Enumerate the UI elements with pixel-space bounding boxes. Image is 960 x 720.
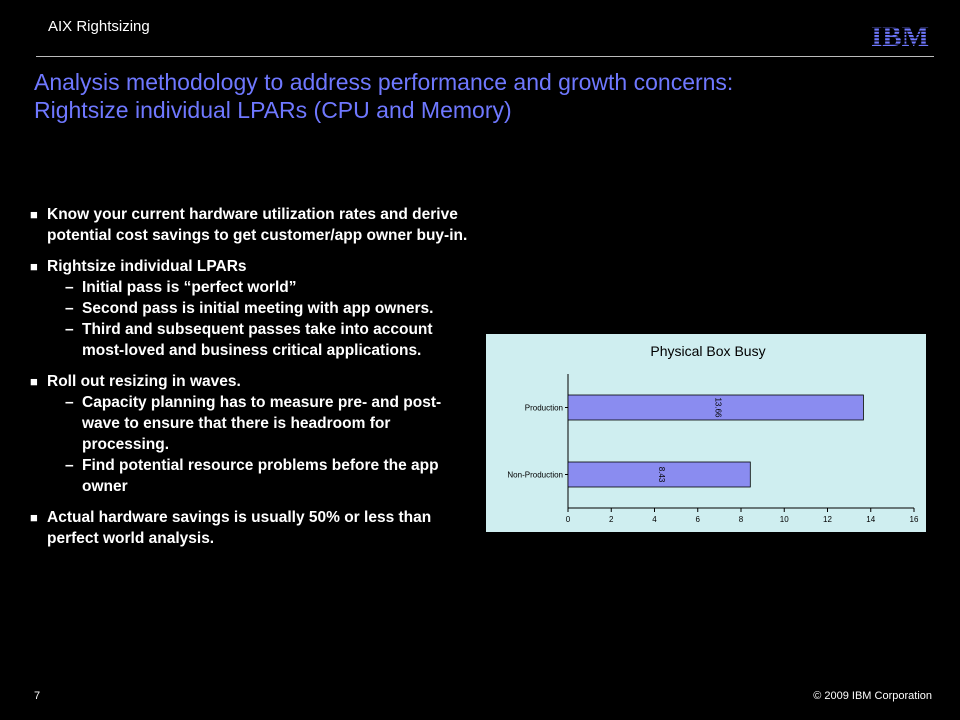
ibm-logo-text: IBM [871,22,929,48]
x-tick-label: 6 [695,515,700,524]
bullet-list [30,204,470,559]
chart-container [486,334,926,532]
bullet-item [30,507,470,549]
bullet-item [30,371,470,392]
chart-background [486,334,926,532]
bullet-text: Know your current hardware utilization rates and derive potential cost savings to get customer/app owner buy-in. [47,206,468,244]
header-divider [36,56,934,57]
header-title: AIX Rightsizing [48,18,150,35]
x-tick-label: 12 [823,515,832,524]
x-tick-label: 0 [565,515,571,524]
sub-bullet-item: – Capacity planning has to measure pre- and post-wave to ensure that there is headroom for processing. [65,394,442,453]
sub-bullet-text: Second pass is initial meeting with app owners. [82,300,434,317]
sub-bullet-item: – Third and subsequent passes take into account most-loved and business critical applications. [65,321,433,359]
data-label: 13.66 [713,397,723,418]
slide-title-line1: Analysis methodology to address performance and growth concerns: [34,69,734,95]
bullet-text: Roll out resizing in waves. [47,373,241,390]
x-tick-label: 16 [909,515,919,524]
x-tick-label: 4 [652,515,657,524]
sub-bullet-item: – Initial pass is “perfect world” [65,279,297,296]
category-label: Production [524,403,563,413]
bullet-text: Rightsize individual LPARs [47,258,247,275]
slide-title [34,68,914,124]
page-number: 7 [34,690,41,702]
data-label: 8.43 [657,466,667,483]
bullet-item [30,204,470,246]
sub-bullet-list [30,392,470,497]
sub-bullet-item: – Second pass is initial meeting with app owners. [65,300,434,317]
bar-chart [486,334,926,532]
sub-bullet-text: Third and subsequent passes take into account most-loved and business critical applications. [82,321,433,359]
sub-bullet-text: Initial pass is “perfect world” [82,279,297,296]
bullet-square-icon: ■ [30,510,38,525]
sub-bullet-text: Find potential resource problems before the app owner [82,457,439,495]
chart-title: Physical Box Busy [650,343,766,359]
slide-title-line2: Rightsize individual LPARs (CPU and Memory) [34,97,512,123]
category-label: Non-Production [507,470,563,480]
x-tick-label: 10 [779,515,789,524]
sub-bullet-text: Capacity planning has to measure pre- and post-wave to ensure that there is headroom for processing. [82,394,442,453]
bullet-square-icon: ■ [30,207,38,222]
sub-bullet-item: – Find potential resource problems before the app owner [65,457,439,495]
x-tick-label: 8 [738,515,744,524]
x-tick-label: 14 [866,515,876,524]
bullet-item [30,256,470,277]
sub-bullet-list [30,277,470,361]
copyright: © 2009 IBM Corporation [813,690,932,702]
bullet-text: Actual hardware savings is usually 50% or less than perfect world analysis. [47,509,432,547]
bullet-square-icon: ■ [30,259,38,274]
ibm-logo [868,22,932,48]
bullet-square-icon: ■ [30,374,38,389]
x-tick-label: 2 [609,515,614,524]
